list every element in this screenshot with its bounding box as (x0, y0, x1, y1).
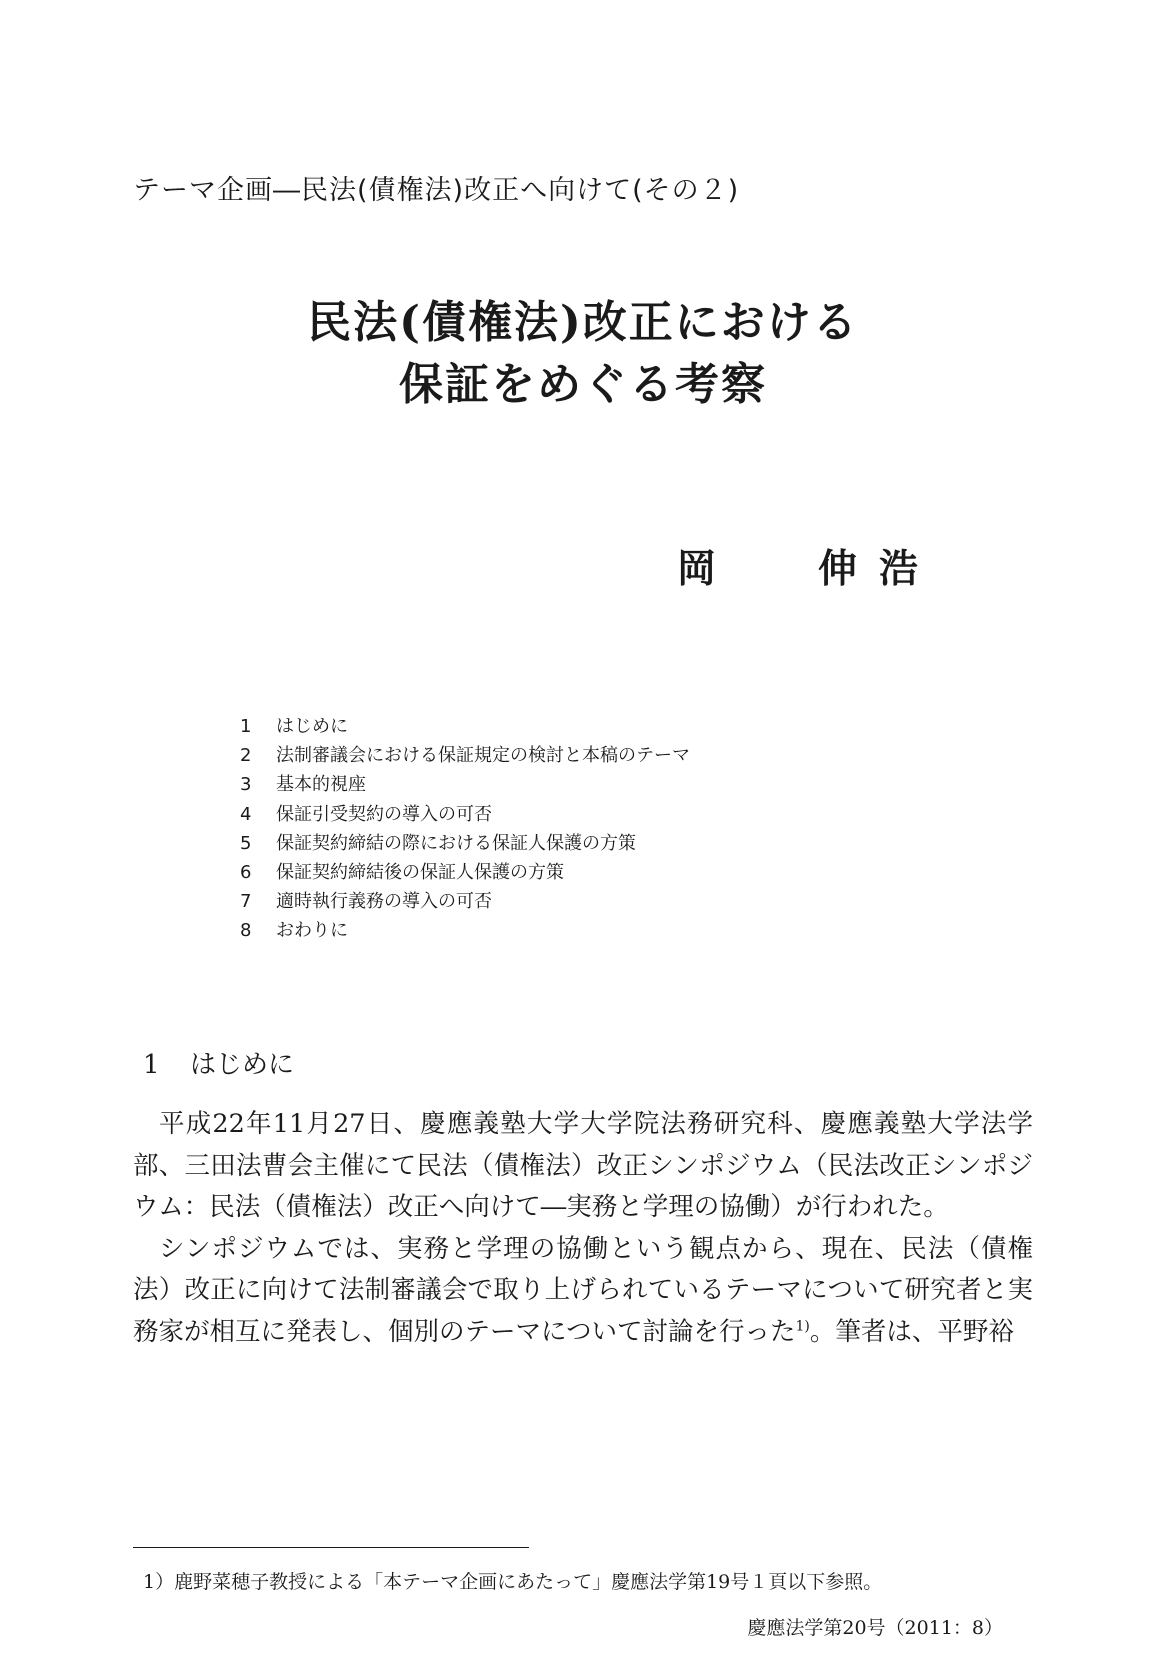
toc-label: 適時執行義務の導入の可否 (276, 891, 492, 913)
footnote-reference[interactable]: 1) (795, 1318, 810, 1334)
toc-item (240, 741, 690, 770)
toc-label: 保証契約締結の際における保証人保護の方策 (276, 832, 636, 854)
toc-number: 4 (240, 803, 252, 825)
article-title-line-2: 保証をめぐる考察 (399, 359, 767, 410)
author-given-name: 伸浩 (818, 546, 941, 592)
section-title: はじめに (190, 1050, 295, 1080)
body-text (133, 1104, 1033, 1353)
section-number: 1 (143, 1050, 160, 1080)
toc-label: おわりに (276, 920, 348, 942)
article-title-line-1: 民法(債権法)改正における (307, 297, 859, 348)
body-paragraph-2 (133, 1229, 1033, 1354)
toc-item (240, 887, 690, 916)
toc-number: 1 (240, 716, 252, 737)
table-of-contents (240, 712, 690, 946)
body-paragraph-2-text: シンポジウムでは、実務と学理の協働という観点から、現在、民法（債権法）改正に向けて法制審議会で取り上げられているテーマについて研究者と実務家が相互に発表し、個別のテーマについて討論を行った (133, 1233, 1033, 1347)
toc-item (240, 800, 690, 829)
toc-number: 2 (240, 745, 252, 767)
toc-label: 法制審議会における保証規定の検討と本稿のテーマ (276, 745, 690, 767)
toc-label: 保証契約締結後の保証人保護の方策 (276, 862, 564, 884)
footnote: 1）鹿野菜穂子教授による「本テーマ企画にあたって」慶應法学第19号１頁以下参照。 (143, 1571, 883, 1593)
series-title: テーマ企画―民法(債権法)改正へ向けて(その２) (133, 175, 740, 206)
toc-number: 8 (240, 920, 252, 942)
body-paragraph-1: 平成22年11月27日、慶應義塾大学大学院法務研究科、慶應義塾大学法学部、三田法曹会主催にて民法（債権法）改正シンポジウム（民法改正シンポジウム：民法（債権法）改正へ向けて―実務と学理の協働）が行われた。 (133, 1109, 1033, 1222)
toc-number: 6 (240, 862, 252, 884)
toc-label: 保証引受契約の導入の可否 (276, 803, 492, 825)
toc-number: 3 (240, 774, 252, 796)
journal-citation: 慶應法学第20号（2011：8） (747, 1617, 1003, 1639)
body-paragraph-2-continuation: 。筆者は、平野裕 (809, 1316, 1014, 1347)
toc-number: 5 (240, 832, 252, 854)
section-heading (143, 1044, 294, 1081)
toc-item (240, 858, 690, 887)
toc-item (240, 916, 690, 945)
toc-item (240, 770, 690, 799)
toc-label: 基本的視座 (276, 774, 366, 796)
author-family-name: 岡 (677, 546, 717, 592)
toc-number: 7 (240, 891, 252, 913)
footnote-divider (133, 1547, 529, 1548)
toc-item (240, 712, 690, 741)
toc-label: はじめに (276, 716, 348, 737)
toc-item (240, 829, 690, 858)
